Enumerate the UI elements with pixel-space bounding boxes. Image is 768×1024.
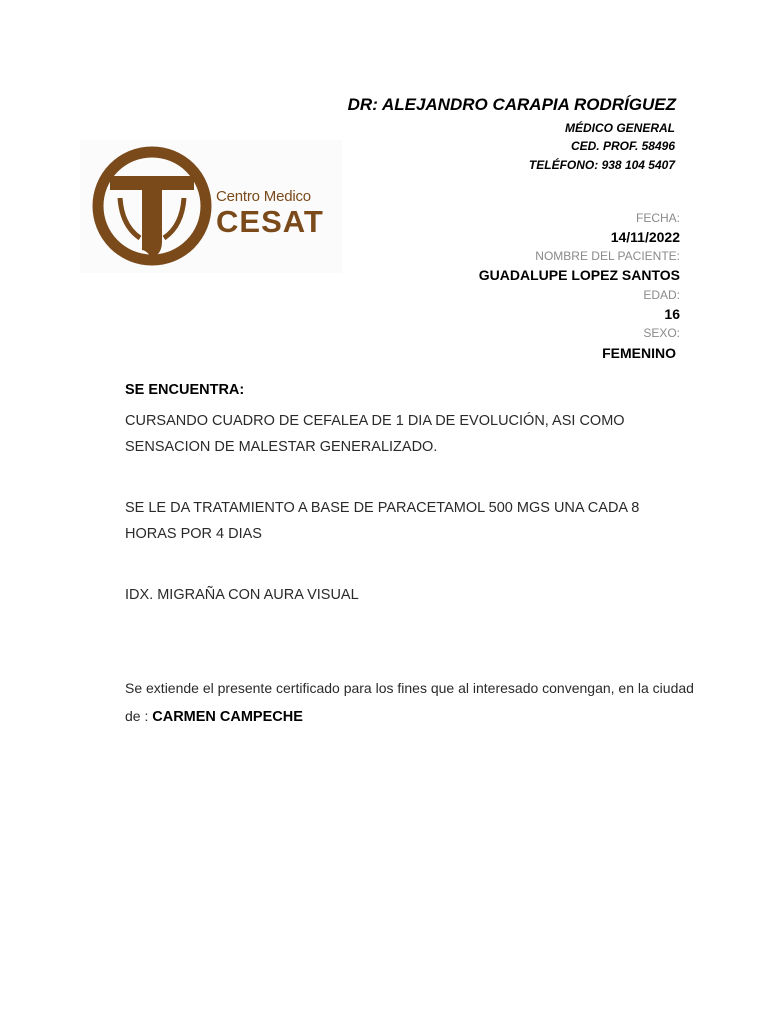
clinic-logo — [80, 140, 342, 273]
doctor-cedula: CED. PROF. 58496 — [570, 139, 675, 153]
doctor-name: DR: ALEJANDRO CARAPIA RODRÍGUEZ — [347, 95, 676, 114]
fecha-label: FECHA: — [635, 211, 680, 225]
sexo-label: SEXO: — [643, 326, 680, 340]
treatment-paragraph: SE LE DA TRATAMIENTO A BASE DE PARACETAMOL 500 MGS UNA CADA 8 HORAS POR 4 DIAS — [125, 500, 640, 542]
diagnosis-paragraph: CURSANDO CUADRO DE CEFALEA DE 1 DIA DE EVOLUCIÓN, ASI COMO SENSACION DE MALESTAR GENERALIZADO. — [125, 413, 625, 455]
doctor-phone: TELÉFONO: 938 104 5407 — [528, 158, 675, 172]
city-name: CARMEN CAMPECHE — [152, 709, 303, 725]
logo-text-line1: Centro Medico — [216, 188, 311, 205]
idx-paragraph: IDX. MIGRAÑA CON AURA VISUAL — [125, 587, 359, 603]
section-title: SE ENCUENTRA: — [125, 382, 245, 398]
closing-paragraph — [125, 674, 700, 731]
patient-name-value: GUADALUPE LOPEZ SANTOS — [478, 267, 680, 283]
doctor-role: MÉDICO GENERAL — [564, 121, 675, 135]
sexo-value: FEMENINO — [602, 345, 676, 361]
edad-value: 16 — [664, 306, 680, 322]
fecha-value: 14/11/2022 — [610, 229, 680, 245]
logo-text-line2: CESAT — [216, 204, 324, 239]
edad-label: EDAD: — [643, 288, 680, 302]
clinic-logo-emblem-icon — [90, 146, 214, 270]
patient-name-label: NOMBRE DEL PACIENTE: — [535, 249, 680, 263]
closing-text: Se extiende el presente certificado para los fines que al interesado convengan, en la ciudad de : — [125, 680, 694, 724]
